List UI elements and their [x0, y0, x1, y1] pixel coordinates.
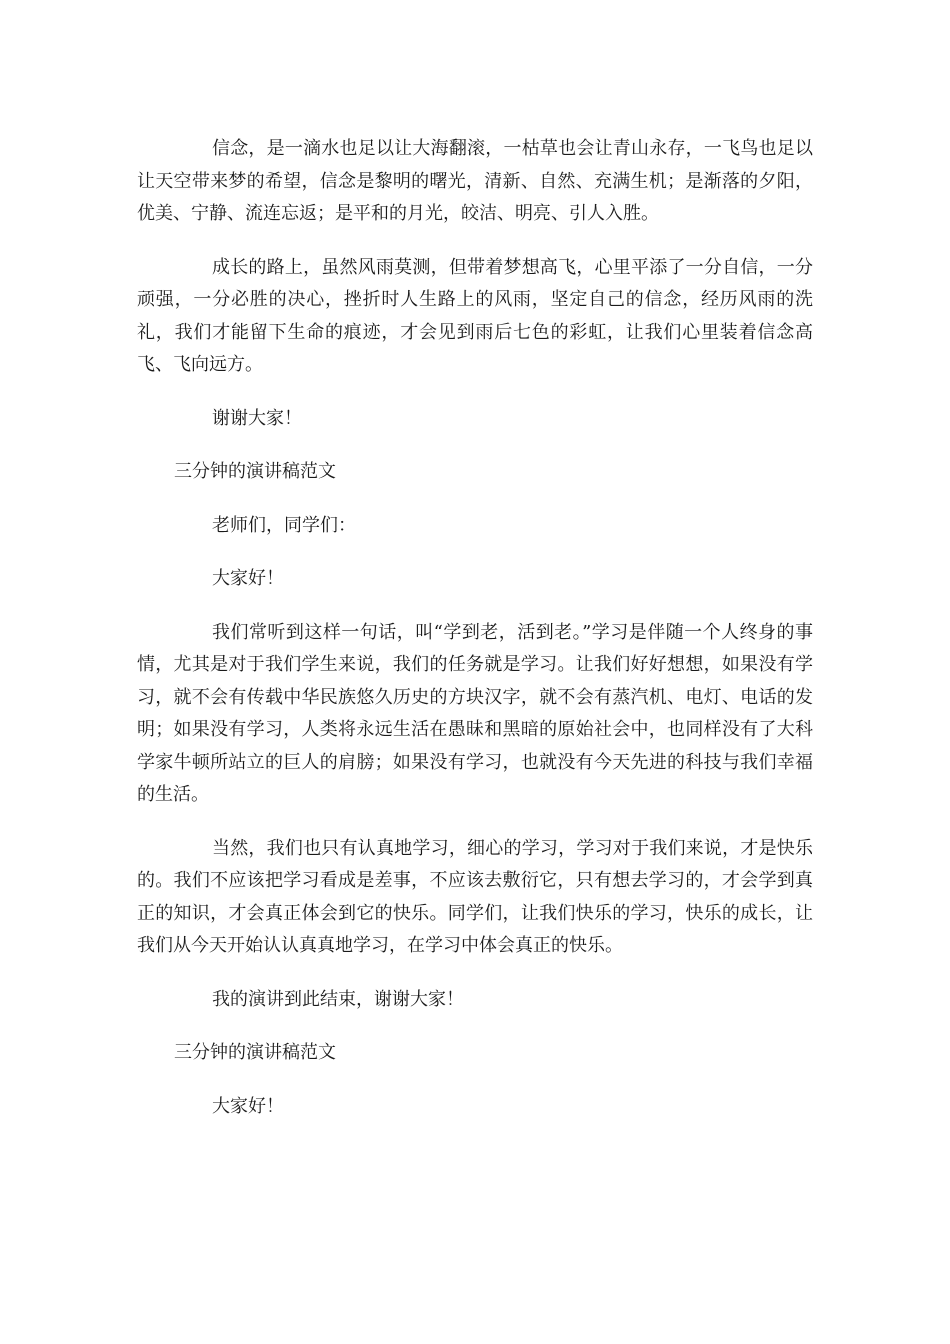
document-body [137, 133, 813, 1144]
section-heading: 三分钟的演讲稿范文 [174, 1042, 336, 1063]
paragraph-faith: 信念，是一滴水也足以让大海翻滚，一枯草也会让青山永存，一飞鸟也足以让天空带来梦的希望，信念是黎明的曙光，清新、自然、充满生机；是渐落的夕阳，优美、宁静、流连忘返；是平和的月光，皎洁、明亮、引人入胜。 [137, 138, 813, 224]
paragraph-closing: 我的演讲到此结束，谢谢大家！ [212, 988, 464, 1010]
section-heading: 三分钟的演讲稿范文 [174, 461, 336, 482]
paragraph-thanks: 谢谢大家！ [212, 407, 302, 429]
paragraph-growth: 成长的路上，虽然风雨莫测，但带着梦想高飞，心里平添了一分自信，一分顽强，一分必胜的决心，挫折时人生路上的风雨，坚定自己的信念，经历风雨的洗礼，我们才能留下生命的痕迹，才会见到雨后七色的彩虹，让我们心里装着信念高飞、飞向远方。 [137, 256, 813, 375]
paragraph-learning: 我们常听到这样一句话，叫“学到老，活到老。”学习是伴随一个人终身的事情，尤其是对于我们学生来说，我们的任务就是学习。让我们好好想想，如果没有学习，就不会有传载中华民族悠久历史的方块汉字，就不会有蒸汽机、电灯、电话的发明；如果没有学习，人类将永远生活在愚昧和黑暗的原始社会中，也同样没有了大科学家牛顿所站立的巨人的肩膀；如果没有学习，也就没有今天先进的科技与我们幸福的生活。 [137, 621, 813, 805]
paragraph-happy-learning: 当然，我们也只有认真地学习，细心的学习，学习对于我们来说，才是快乐的。我们不应该把学习看成是差事，不应该去敷衍它，只有想去学习的，才会学到真正的知识，才会真正体会到它的快乐。同学们，让我们快乐的学习，快乐的成长，让我们从今天开始认认真真地学习，在学习中体会真正的快乐。 [137, 837, 813, 956]
paragraph-greeting: 大家好！ [212, 1095, 284, 1117]
paragraph-salutation: 老师们，同学们： [212, 514, 356, 536]
paragraph-greeting: 大家好！ [212, 568, 284, 589]
